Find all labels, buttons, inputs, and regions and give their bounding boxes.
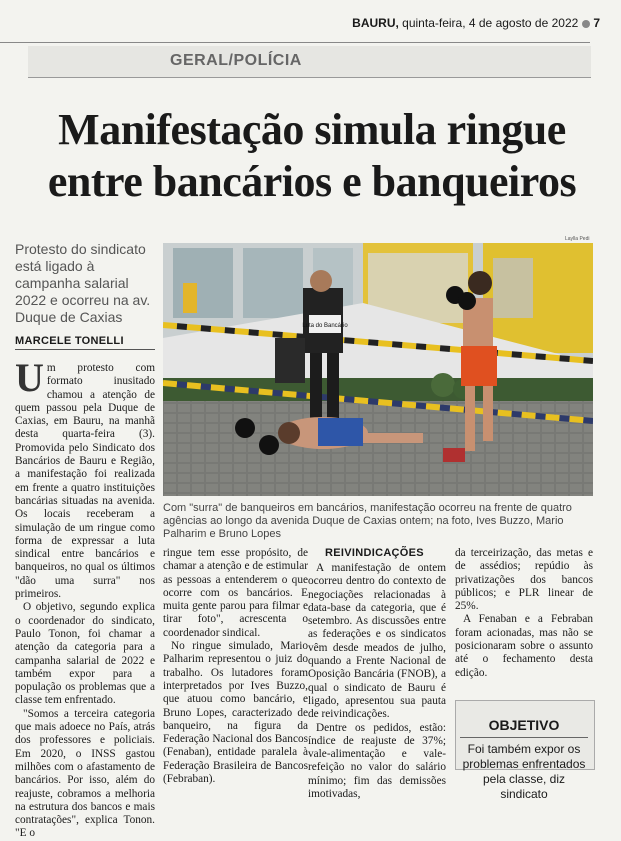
subsection-title: REIVINDICAÇÕES (325, 547, 424, 559)
header-city: BAURU, (352, 16, 399, 30)
subhead: Protesto do sindicato está ligado à campanha salarial 2022 e ocorreu na av. Duque de Caxias (15, 241, 151, 325)
placard-text: Luta do Bancário (302, 323, 348, 329)
header-date: quinta-feira, 4 de agosto de 2022 (402, 16, 579, 30)
paragraph-3: "Somos a terceira categoria que mais adoece no País, atrás dos professores e policiais. Em 2020, o INSS gastou milhões com o afastamento de bancários. Por isso, além do reajuste, cobramos a melhoria na estrutura dos bancos e mais contratações", explica Tonon. "E o (15, 707, 155, 840)
headline (12, 104, 612, 208)
article-column-3 (308, 562, 446, 801)
article-column-1 (15, 355, 155, 841)
news-photo (163, 243, 593, 496)
article-column-4 (455, 547, 593, 680)
objetivo-rule (460, 737, 588, 738)
section-label: GERAL/POLÍCIA (170, 52, 302, 69)
header-rule (0, 42, 590, 43)
paragraph-2: O objetivo, segundo explica o coordenador do sindicato, Paulo Tonon, foi chamar a atenção da categoria para a campanha salarial de 2022 e também expor para a população os problemas que a classe tem enfrentado. (15, 601, 155, 707)
paragraph-5: No ringue simulado, Mario Palharim representou o juiz do trabalho. Os lutadores foram interpretados por Ives Buzzo, que atuou como bancário, e Bruno Lopes, caracterizado de banqueiro, na figura da Federação Nacional dos Bancos (Fenaban), entidade paralela à Federação Brasileira de Bancos (Febraban). (163, 640, 308, 786)
paragraph-1: m protesto com formato inusitado chamou a atenção de quem passou pela Duque de Caxias, em Bauru, na manhã desta quarta-feira (3). Promovida pelo Sindicato dos Bancários de Bauru e Região, a manifestação foi realizada em frente a quatro instituições bancárias situadas na avenida. Os locais receberam a simulação de um ringue como forma de expressar a luta sindical entre bancários e banqueiros, no qual os últimos "dão uma surra" nos primeiros. (15, 362, 155, 601)
objetivo-title: OBJETIVO (488, 717, 560, 733)
bullet-icon (582, 20, 590, 28)
byline: MARCELE TONELLI (15, 335, 124, 347)
photo-credit: Laylla Pedi (565, 236, 590, 242)
paragraph-6: A manifestação de ontem ocorreu dentro do contexto de negociações relacionadas à data-base da categoria, que é setembro. As discussões entre as federações e os sindicatos vêm desde meados de julho, quando a Frente Nacional de Oposição Bancária (FNOB), a qual o sindicato de Bauru é ligado, apresentou sua pauta de reivindicações. (308, 562, 446, 721)
paragraph-9: A Fenaban e a Febraban foram acionadas, mas não se posicionaram sobre o assunto até o fechamento desta edição. (455, 613, 593, 679)
byline-rule (15, 349, 155, 350)
paragraph-7: Dentre os pedidos, estão: índice de reajuste de 37%; vale-alimentação e vale-refeição no valor do salário mínimo; fim das demissões imotivadas, (308, 721, 446, 801)
headline-line-1: Manifestação simula ringue (58, 105, 566, 154)
article-column-2 (163, 547, 308, 786)
photo-caption: Com "surra" de banqueiros em bancários, manifestação ocorreu na frente de quatro agências ao longo da avenida Duque de Caxias ontem; na foto, Ives Buzzo, Mario Palharim e Bruno Lopes (163, 502, 572, 540)
page-number: 7 (593, 16, 600, 30)
drop-cap: U (15, 355, 44, 400)
paragraph-8: da terceirização, das metas e de assédios; repúdio às privatizações dos bancos públicos; e PLR linear de 25%. (455, 547, 593, 613)
paragraph-4: ringue tem esse propósito, de chamar a atenção e de estimular as pessoas a entenderem o que ocorre com os bancários. E muita gente parou para filmar e tirar foto", acrescenta o coordenador sindical. (163, 547, 308, 639)
page-header (0, 16, 600, 30)
objetivo-text: Foi também expor os problemas enfrentados pela classe, diz sindicato (462, 742, 586, 801)
headline-line-2: entre bancários e banqueiros (47, 157, 577, 206)
section-bar (28, 46, 591, 78)
